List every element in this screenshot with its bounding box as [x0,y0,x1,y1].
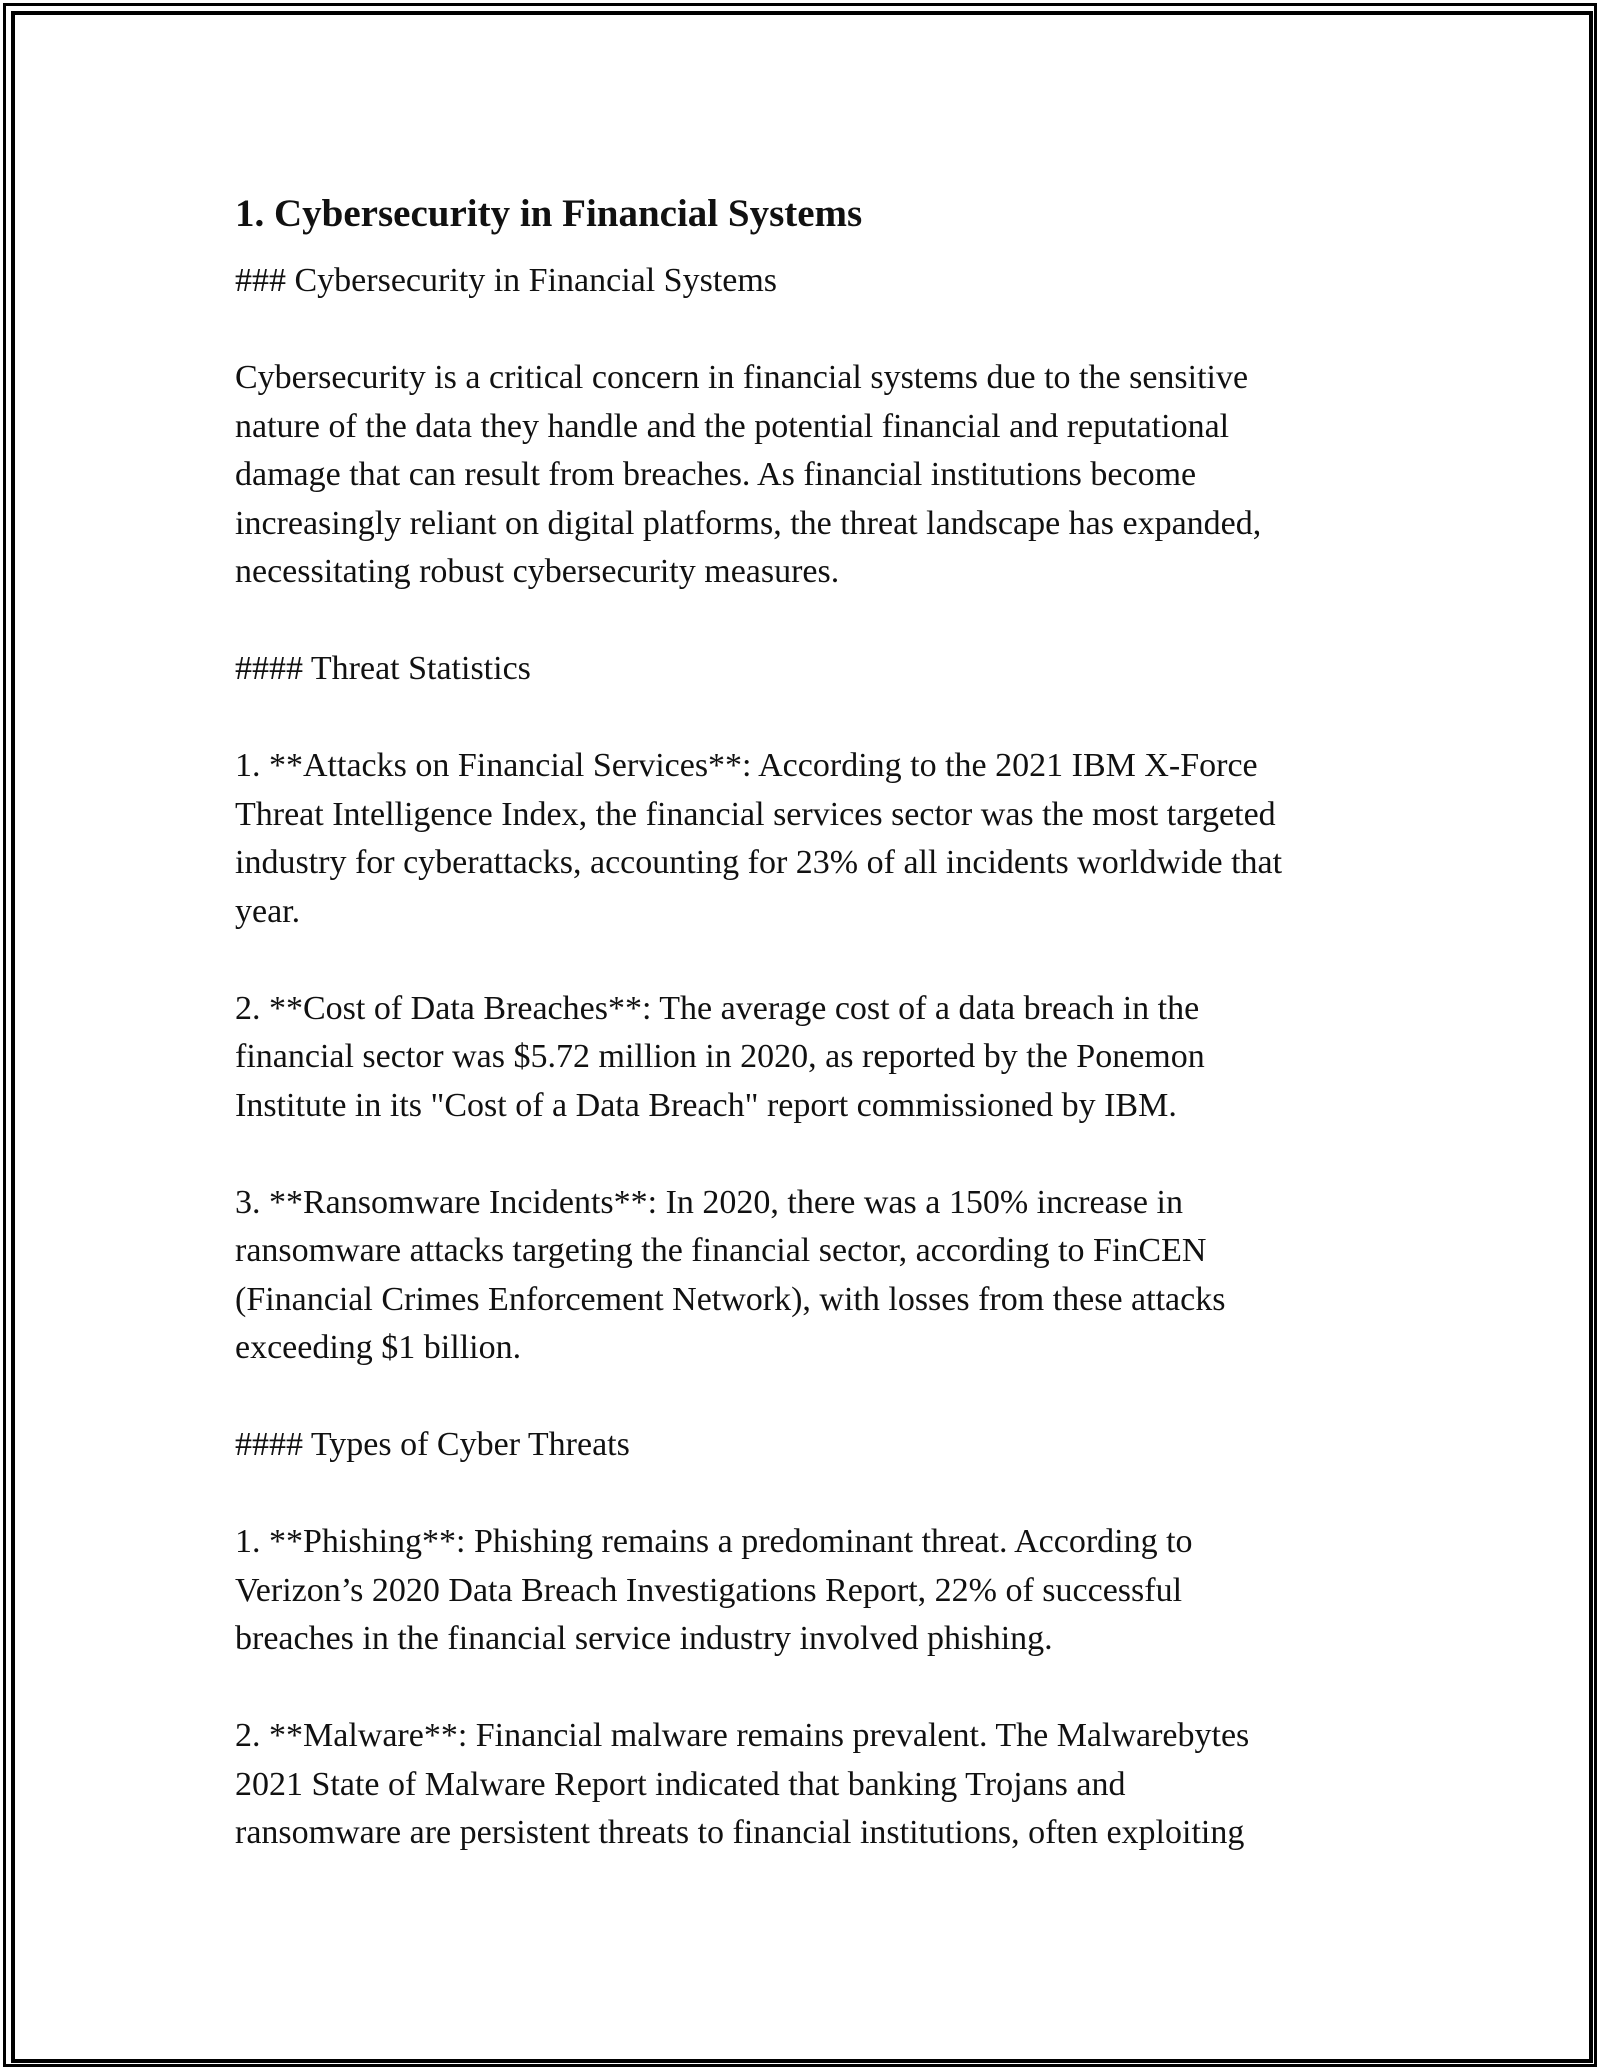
threat-types-heading: #### Types of Cyber Threats [235,1426,630,1463]
threat-item-malware: 2. **Malware**: Financial malware remains prevalent. The Malwarebytes 2021 State of Malware Report indicated that banking Trojans and ransomware are persistent threats to financial institutions, often exploiting [235,1717,1250,1851]
document-title: 1. Cybersecurity in Financial Systems [235,192,863,235]
document-body [235,186,1385,1858]
statistic-item-breach-cost: 2. **Cost of Data Breaches**: The average cost of a data breach in the financial sector was $5.72 million in 2020, as reported by the Ponemon Institute in its "Cost of a Data Breach" report commissioned by IBM. [235,989,1205,1124]
statistic-item-ransomware: 3. **Ransomware Incidents**: In 2020, there was a 150% increase in ransomware attacks targeting the financial sector, according to FinCEN (Financial Crimes Enforcement Network), with losses from these attacks exceeding $1 billion. [235,1183,1226,1366]
section-subheading: ### Cybersecurity in Financial Systems [235,262,778,299]
intro-paragraph: Cybersecurity is a critical concern in financial systems due to the sensitive nature of the data they handle and the potential financial and reputational damage that can result from breaches. As financial institutions become increasingly reliant on digital platforms, the threat landscape has expanded, necessitating robust cybersecurity measures. [235,359,1262,590]
threat-item-phishing: 1. **Phishing**: Phishing remains a predominant threat. According to Verizon’s 2020 Data Breach Investigations Report, 22% of successful breaches in the financial service industry involved phishing. [235,1523,1193,1657]
threat-statistics-heading: #### Threat Statistics [235,650,531,687]
statistic-item-attacks: 1. **Attacks on Financial Services**: According to the 2021 IBM X-Force Threat Intelligence Index, the financial services sector was the most targeted industry for cyberattacks, accounting for 23% of all incidents worldwide that year. [235,747,1283,930]
